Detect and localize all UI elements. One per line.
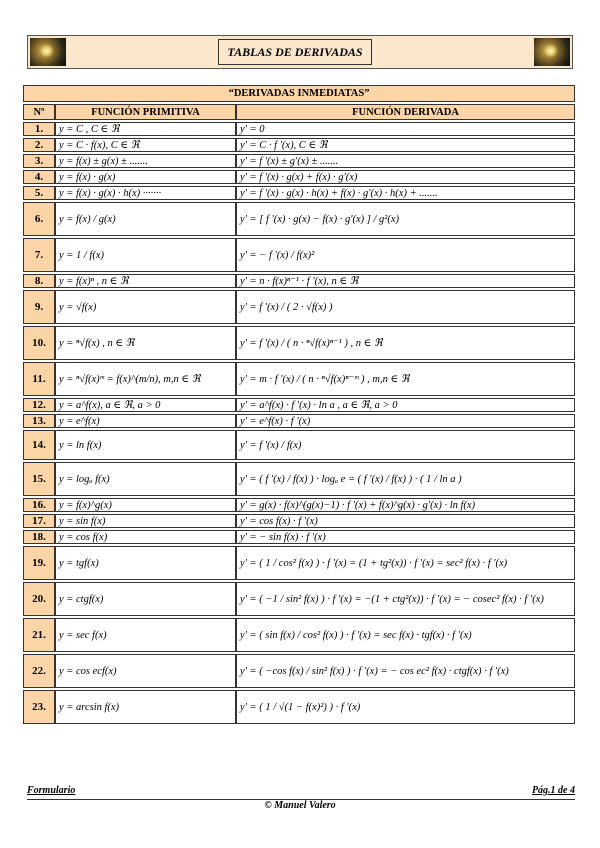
- row-number: 6.: [23, 202, 55, 236]
- row-number: 21.: [23, 618, 55, 652]
- table-row: [23, 274, 575, 288]
- primitive-function: y = cos f(x): [55, 530, 236, 544]
- primitive-function: y = sec f(x): [55, 618, 236, 652]
- row-number: 13.: [23, 414, 55, 428]
- row-number: 10.: [23, 326, 55, 360]
- primitive-function: y = f(x)^g(x): [55, 498, 236, 512]
- table-row: [23, 138, 575, 152]
- column-header-primitive: FUNCIÓN PRIMITIVA: [55, 104, 236, 120]
- table-row: [23, 690, 575, 724]
- primitive-function: y = f(x) · g(x) · h(x) ·······: [55, 186, 236, 200]
- copyright: © Manuel Valero: [264, 800, 336, 811]
- primitive-function: y = 1 / f(x): [55, 238, 236, 272]
- primitive-function: y = C · f(x), C ∈ ℜ: [55, 138, 236, 152]
- derivative-function: y' = cos f(x) · f '(x): [236, 514, 575, 528]
- table-row: [23, 238, 575, 272]
- row-number: 18.: [23, 530, 55, 544]
- table-row: [23, 462, 575, 496]
- row-number: 3.: [23, 154, 55, 168]
- table-row: [23, 202, 575, 236]
- row-number: 5.: [23, 186, 55, 200]
- table-body: [23, 122, 575, 724]
- primitive-function: y = cos ecf(x): [55, 654, 236, 688]
- page-title: TABLAS DE DERIVADAS: [218, 39, 372, 65]
- derivative-function: y' = f '(x) ± g'(x) ± .......: [236, 154, 575, 168]
- row-number: 16.: [23, 498, 55, 512]
- derivative-function: y' = − sin f(x) · f '(x): [236, 530, 575, 544]
- derivative-function: y' = g(x) · f(x)^(g(x)−1) · f '(x) + f(x)^g(x) · g'(x) · ln f(x): [236, 498, 575, 512]
- row-number: 9.: [23, 290, 55, 324]
- row-number: 7.: [23, 238, 55, 272]
- derivatives-table: [23, 83, 575, 726]
- primitive-function: y = logₐ f(x): [55, 462, 236, 496]
- primitive-function: y = ctgf(x): [55, 582, 236, 616]
- table-row: [23, 186, 575, 200]
- derivative-function: y' = − f '(x) / f(x)²: [236, 238, 575, 272]
- table-row: [23, 654, 575, 688]
- row-number: 12.: [23, 398, 55, 412]
- page-header: [27, 35, 573, 69]
- row-number: 14.: [23, 430, 55, 460]
- row-number: 4.: [23, 170, 55, 184]
- derivative-function: y' = n · f(x)ⁿ⁻¹ · f '(x), n ∈ ℜ: [236, 274, 575, 288]
- derivative-function: y' = ( −1 / sin² f(x) ) · f '(x) = −(1 + ctg²(x)) · f '(x) = − cosec² f(x) · f '(x): [236, 582, 575, 616]
- primitive-function: y = tgf(x): [55, 546, 236, 580]
- primitive-function: y = f(x) / g(x): [55, 202, 236, 236]
- page-footer: [27, 785, 575, 800]
- derivative-function: y' = f '(x) · g(x) · h(x) + f(x) · g'(x) · h(x) + .......: [236, 186, 575, 200]
- primitive-function: y = f(x)ⁿ , n ∈ ℜ: [55, 274, 236, 288]
- row-number: 11.: [23, 362, 55, 396]
- table-row: [23, 414, 575, 428]
- decorative-image-right: [534, 38, 570, 66]
- row-number: 20.: [23, 582, 55, 616]
- derivative-function: y' = C · f '(x), C ∈ ℜ: [236, 138, 575, 152]
- row-number: 2.: [23, 138, 55, 152]
- derivative-function: y' = 0: [236, 122, 575, 136]
- row-number: 8.: [23, 274, 55, 288]
- table-row: [23, 514, 575, 528]
- primitive-function: y = ⁿ√f(x)ᵐ = f(x)^(m/n), m,n ∈ ℜ: [55, 362, 236, 396]
- table-row: [23, 498, 575, 512]
- derivative-function: y' = ( 1 / cos² f(x) ) · f '(x) = (1 + tg²(x)) · f '(x) = sec² f(x) · f '(x): [236, 546, 575, 580]
- table-row: [23, 362, 575, 396]
- derivative-function: y' = [ f '(x) · g(x) − f(x) · g'(x) ] / g²(x): [236, 202, 575, 236]
- primitive-function: y = ⁿ√f(x) , n ∈ ℜ: [55, 326, 236, 360]
- row-number: 23.: [23, 690, 55, 724]
- table-section-title: “DERIVADAS INMEDIATAS”: [23, 85, 575, 102]
- primitive-function: y = arcsin f(x): [55, 690, 236, 724]
- table-row: [23, 618, 575, 652]
- primitive-function: y = a^f(x), a ∈ ℜ, a > 0: [55, 398, 236, 412]
- table-row: [23, 398, 575, 412]
- column-header-num: Nº: [23, 104, 55, 120]
- table-row: [23, 290, 575, 324]
- row-number: 1.: [23, 122, 55, 136]
- derivative-function: y' = f '(x) · g(x) + f(x) · g'(x): [236, 170, 575, 184]
- row-number: 19.: [23, 546, 55, 580]
- primitive-function: y = f(x) · g(x): [55, 170, 236, 184]
- primitive-function: y = sin f(x): [55, 514, 236, 528]
- derivative-function: y' = ( f '(x) / f(x) ) · logₐ e = ( f '(x) / f(x) ) · ( 1 / ln a ): [236, 462, 575, 496]
- derivative-function: y' = f '(x) / f(x): [236, 430, 575, 460]
- page-number: Pág.1 de 4: [531, 785, 575, 796]
- derivative-function: y' = m · f '(x) / ( n · ⁿ√f(x)ⁿ⁻ᵐ ) , m,n ∈ ℜ: [236, 362, 575, 396]
- derivative-function: y' = ( 1 / √(1 − f(x)²) ) · f '(x): [236, 690, 575, 724]
- table-row: [23, 154, 575, 168]
- table-row: [23, 530, 575, 544]
- primitive-function: y = ln f(x): [55, 430, 236, 460]
- derivative-function: y' = a^f(x) · f '(x) · ln a , a ∈ ℜ, a > 0: [236, 398, 575, 412]
- derivative-function: y' = f '(x) / ( 2 · √f(x) ): [236, 290, 575, 324]
- row-number: 15.: [23, 462, 55, 496]
- table-row: [23, 546, 575, 580]
- row-number: 22.: [23, 654, 55, 688]
- primitive-function: y = √f(x): [55, 290, 236, 324]
- table-row: [23, 430, 575, 460]
- derivative-function: y' = ( sin f(x) / cos² f(x) ) · f '(x) = sec f(x) · tgf(x) · f '(x): [236, 618, 575, 652]
- decorative-image-left: [30, 38, 66, 66]
- table-row: [23, 582, 575, 616]
- row-number: 17.: [23, 514, 55, 528]
- table-row: [23, 326, 575, 360]
- primitive-function: y = f(x) ± g(x) ± .......: [55, 154, 236, 168]
- primitive-function: y = e^f(x): [55, 414, 236, 428]
- derivative-function: y' = f '(x) / ( n · ⁿ√f(x)ⁿ⁻¹ ) , n ∈ ℜ: [236, 326, 575, 360]
- table-row: [23, 122, 575, 136]
- table-row: [23, 170, 575, 184]
- primitive-function: y = C , C ∈ ℜ: [55, 122, 236, 136]
- derivative-function: y' = e^f(x) · f '(x): [236, 414, 575, 428]
- column-header-derivative: FUNCIÓN DERIVADA: [236, 104, 575, 120]
- derivative-function: y' = ( −cos f(x) / sin² f(x) ) · f '(x) = − cos ec² f(x) · ctgf(x) · f '(x): [236, 654, 575, 688]
- footer-left-text: Formulario: [27, 785, 76, 796]
